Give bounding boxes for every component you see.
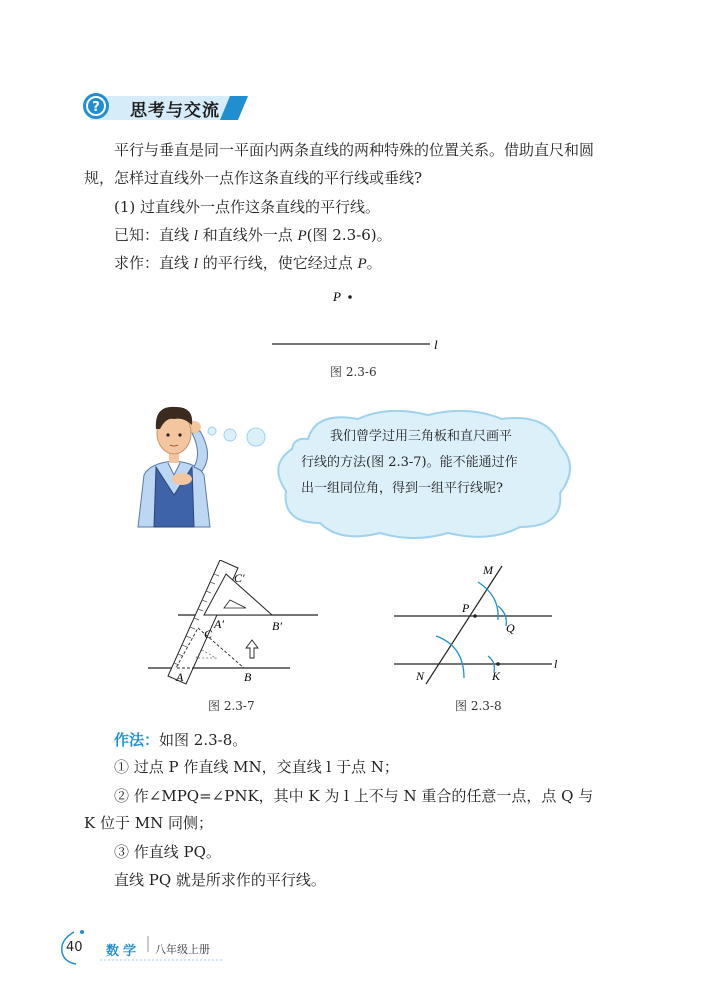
label-B: B [244,670,252,684]
method-ref: 如图 2.3-8。 [159,731,248,749]
section-title: 思考与交流 [130,101,220,121]
label-Q: Q [506,621,515,635]
point-P-label: P [333,289,341,304]
label-A-prime: A′ [214,617,224,631]
known-statement: 已知：直线 l 和直线外一点 P(图 2.3-6)。 [114,226,392,244]
point-P-dot [348,295,352,299]
figure-2-3-6 [260,285,460,360]
figure-2-3-7-caption: 图 2.3-7 [208,699,255,713]
intro-line-2: 规，怎样过直线外一点作这条直线的平行线或垂线? [84,169,423,187]
label-l: l [554,657,558,671]
label-C: C [204,627,213,641]
intro-line-1: 平行与垂直是同一平面内两条直线的两种特殊的位置关系。借助直尺和圆 [114,141,595,159]
label-M: M [483,563,493,577]
method-step-1: ① 过点 P 作直线 MN，交直线 l 于点 N； [114,758,399,776]
task-1-title: (1) 过直线外一点作这条直线的平行线。 [114,198,381,216]
thought-line-1: 我们曾学过用三角板和直尺画平 [330,429,513,444]
method-heading [114,730,247,750]
label-N: N [416,669,425,683]
label-B-prime: B′ [272,619,282,633]
page-number: 40 [66,940,83,955]
required-statement: 求作：直线 l 的平行线，使它经过点 P。 [114,254,382,272]
footer-subject: 数学 [106,944,141,959]
method-step-3: ③ 作直线 PQ。 [114,843,221,861]
thought-line-2: 行线的方法(图 2.3-7)。能不能通过作 [301,455,518,470]
method-step-2b: K 位于 MN 同侧； [84,814,213,832]
method-conclusion: 直线 PQ 就是所求作的平行线。 [114,871,326,889]
figure-2-3-7 [140,560,330,688]
label-K: K [492,669,501,683]
line-l-label: l [434,337,438,352]
footer-book: 八年级上册 [155,943,210,956]
label-A: A [176,670,184,684]
label-P: P [462,601,470,615]
figure-2-3-6-caption: 图 2.3-6 [330,365,377,379]
figure-2-3-8 [390,560,570,688]
thought-line-3: 出一组同位角，得到一组平行线呢? [301,481,503,496]
method-label: 作法： [114,731,160,749]
question-bulb-icon [82,92,110,120]
move-arrow [246,640,258,658]
svg-text:?: ? [92,100,100,115]
line-MN [426,566,502,684]
boy-thinking-illustration [130,395,280,535]
arc-at-N [436,636,464,678]
method-step-2a: ② 作∠MPQ=∠PNK，其中 K 为 l 上不与 N 重合的任意一点，点 Q 与 [114,787,594,805]
label-C-prime: C′ [234,571,245,585]
figure-2-3-8-caption: 图 2.3-8 [455,699,502,713]
